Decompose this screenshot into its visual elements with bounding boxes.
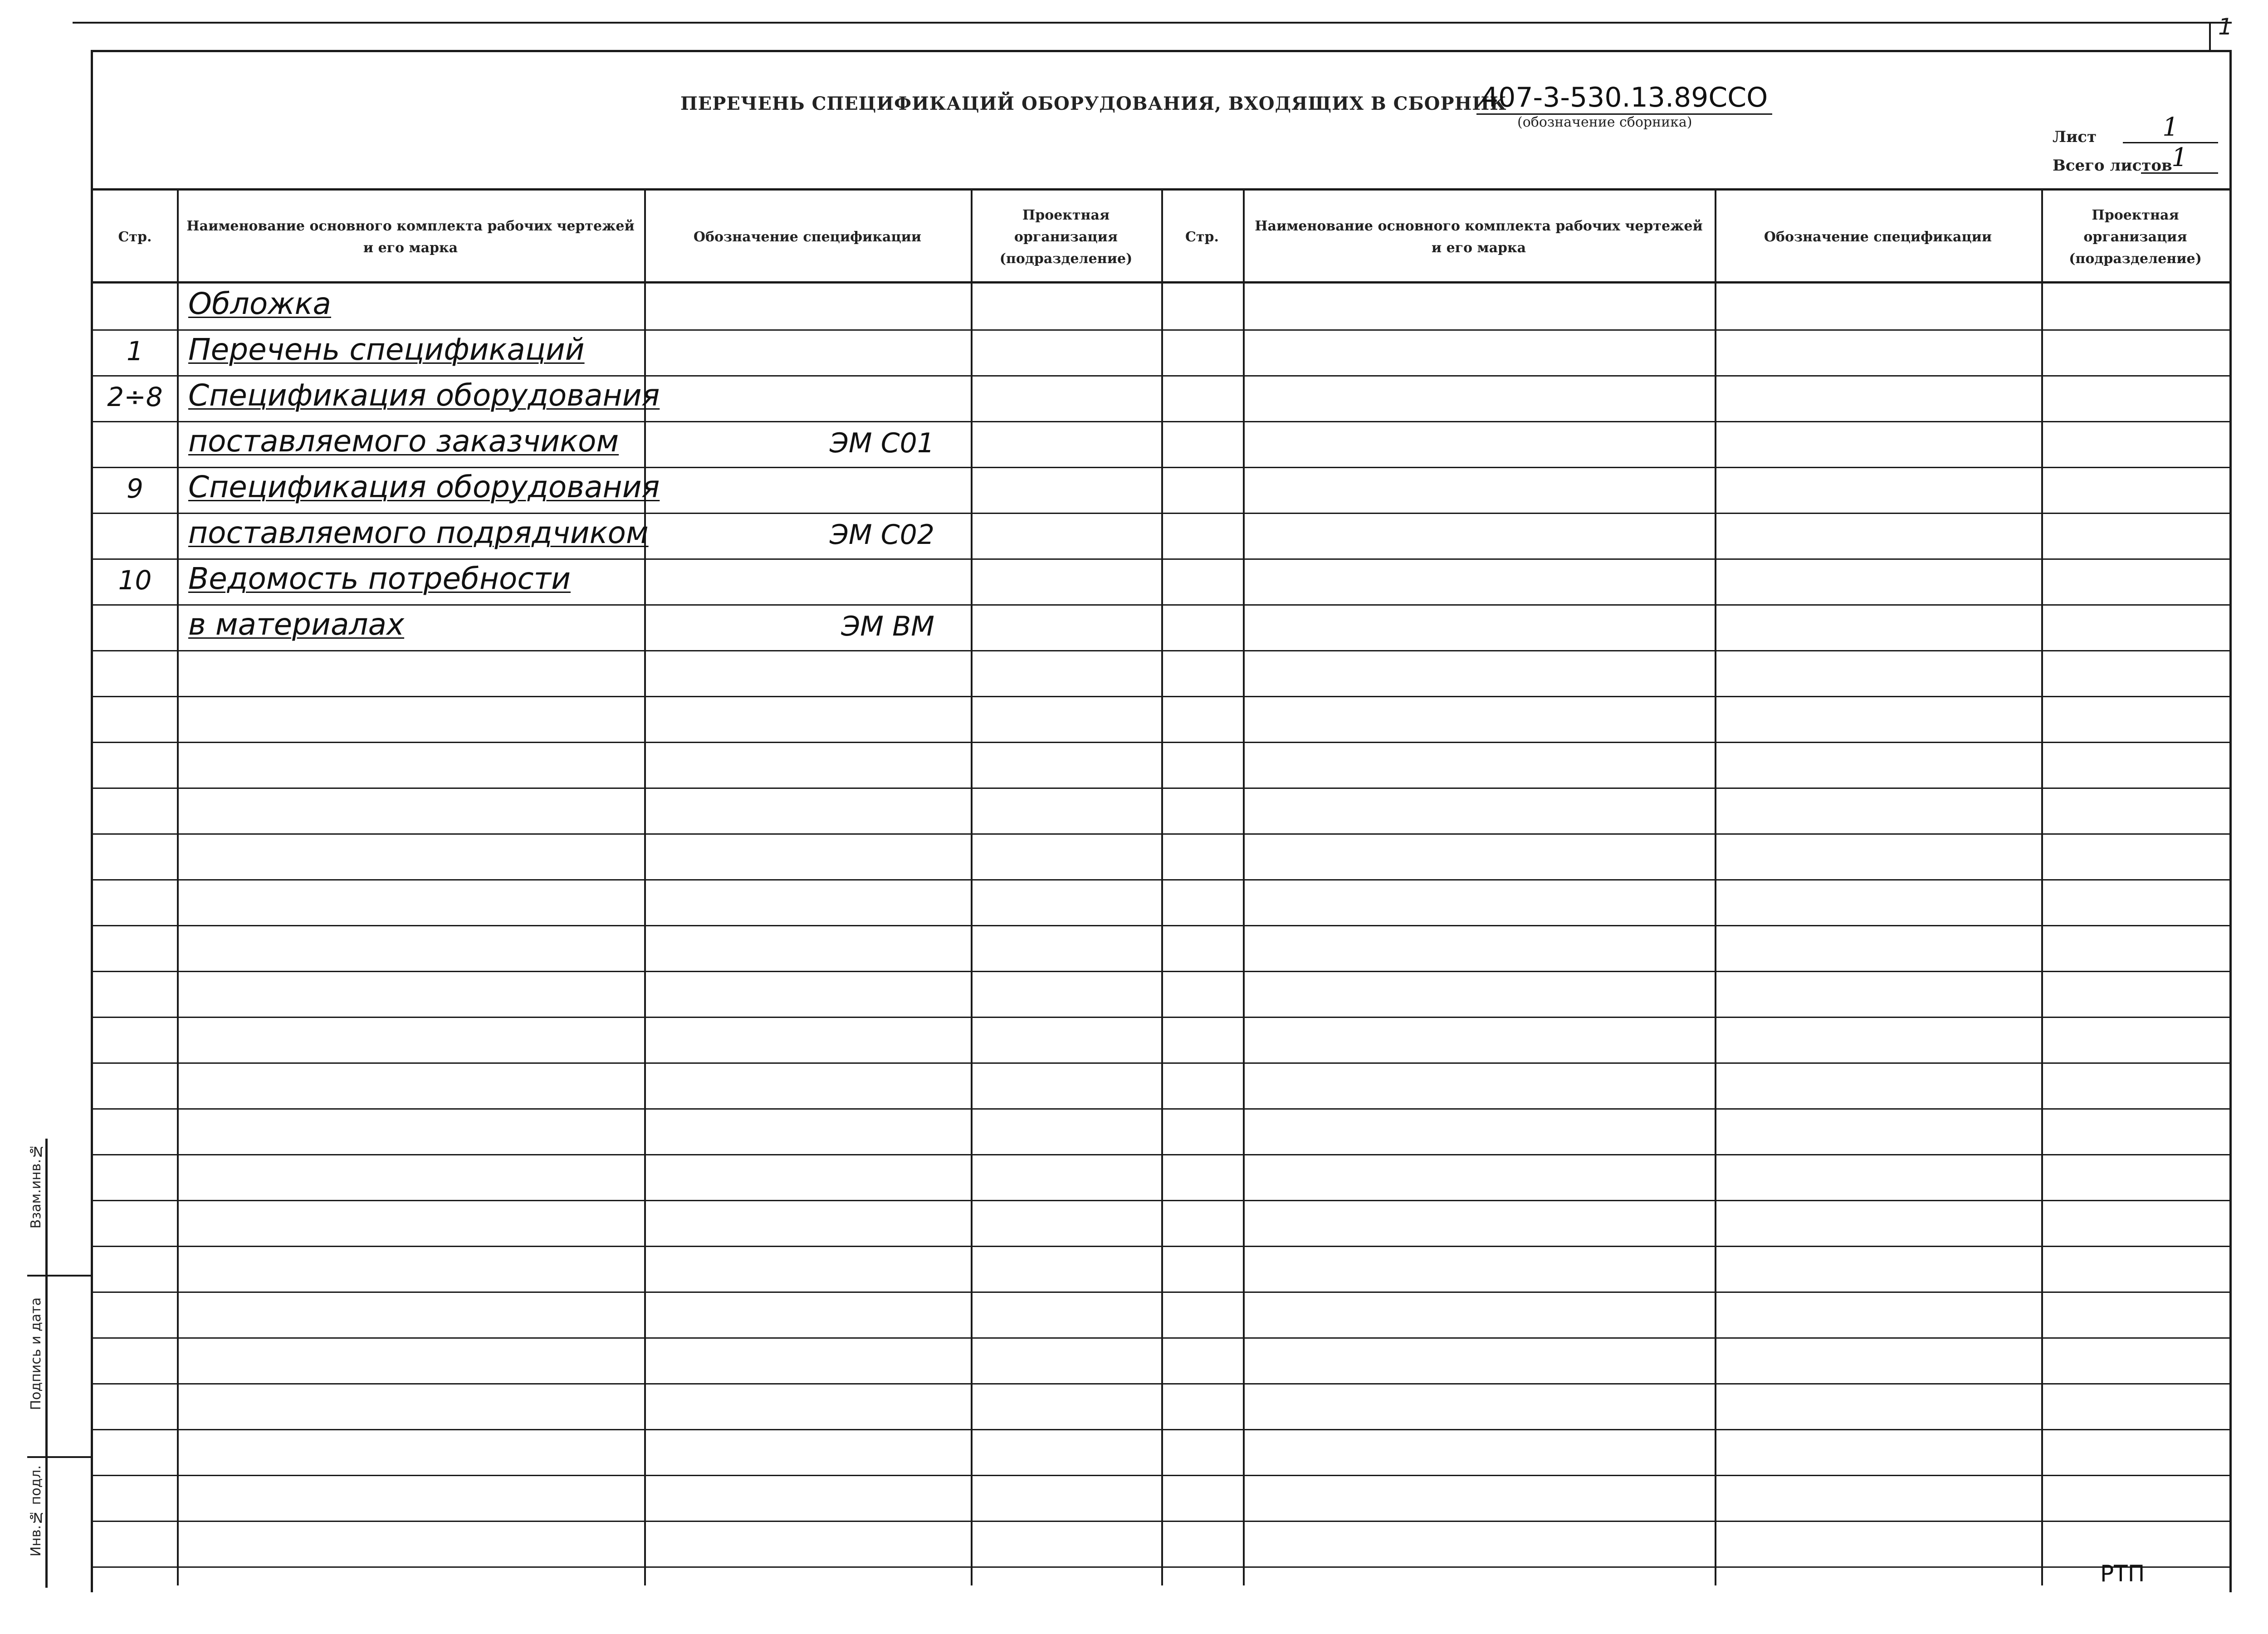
top-border-line (73, 22, 2232, 24)
side-stamp-line (45, 1139, 48, 1588)
row-line (91, 1566, 2232, 1568)
row-document-name: поставляемого подрядчиком (188, 515, 649, 550)
row-document-name: Обложка (188, 286, 331, 321)
row-line (91, 1108, 2232, 1110)
collection-code-caption: (обозначение сборника) (1517, 114, 1692, 130)
column-line (177, 188, 179, 1585)
side-stamp-inv-orig: Инв.№ подл. (28, 1465, 44, 1557)
row-line (91, 1200, 2232, 1201)
side-stamp-divider-2 (27, 1456, 91, 1458)
column-line (2041, 188, 2043, 1585)
side-stamp-divider-1 (27, 1275, 91, 1277)
row-line (91, 1154, 2232, 1155)
column-line (971, 188, 973, 1585)
document-title: ПЕРЕЧЕНЬ СПЕЦИФИКАЦИЙ ОБОРУДОВАНИЯ, ВХОДЯЩИХ В СБОРНИК (680, 93, 1507, 114)
header-designation: Обозначение спецификации (693, 229, 922, 245)
row-designation: ЭМ С02 (830, 519, 934, 551)
footer-mark: РТП (2100, 1561, 2145, 1587)
row-line (91, 1383, 2232, 1384)
row-page-number: 1 (127, 336, 143, 367)
header-name: Наименование основного комплекта рабочих чертежей и его марка (186, 218, 635, 256)
side-stamp-replaced-inv: Взам.инв.№ (28, 1143, 44, 1229)
row-line (91, 833, 2232, 835)
row-page-number: 9 (127, 473, 143, 504)
row-line (91, 421, 2232, 422)
row-designation: ЭМ С01 (830, 427, 934, 459)
sheets-total-value: 1 (2141, 143, 2218, 174)
row-document-name: поставляемого заказчиком (188, 424, 619, 459)
row-line (91, 1246, 2232, 1247)
row-line (91, 1337, 2232, 1339)
sheets-total-label: Всего листов (2053, 157, 2172, 175)
column-line (1161, 188, 1163, 1585)
row-page-number: 10 (118, 565, 152, 596)
row-line (91, 925, 2232, 926)
row-line (91, 879, 2232, 881)
row-line (91, 1475, 2232, 1476)
row-line (91, 375, 2232, 377)
corner-page-number: 1 (2218, 14, 2233, 40)
header-designation-right: Обозначение спецификации (1764, 229, 1992, 245)
row-line (91, 650, 2232, 651)
column-line (1715, 188, 1716, 1585)
row-line (91, 558, 2232, 560)
row-document-name: Спецификация оборудования (188, 470, 660, 504)
sheet-label: Лист (2053, 128, 2097, 146)
row-line (91, 513, 2232, 514)
row-line (91, 696, 2232, 697)
row-line (91, 467, 2232, 468)
row-line (91, 1292, 2232, 1293)
row-line (91, 1429, 2232, 1430)
row-line (91, 329, 2232, 331)
row-document-name: в материалах (188, 607, 405, 642)
row-document-name: Ведомость потребности (188, 561, 571, 596)
row-line (91, 971, 2232, 972)
row-page-number: 2÷8 (107, 382, 163, 412)
row-designation: ЭМ ВМ (841, 611, 934, 642)
row-line (91, 1521, 2232, 1522)
row-line (91, 604, 2232, 606)
header-organization-right: Проектная организация (подразделение) (2069, 207, 2202, 267)
header-name-right: Наименование основного комплекта рабочих чертежей и его марка (1255, 218, 1703, 256)
header-organization: Проектная организация (подразделение) (999, 207, 1133, 267)
header-page-right: Стр. (1185, 229, 1219, 245)
row-document-name: Перечень спецификаций (188, 332, 585, 367)
column-line (1243, 188, 1245, 1585)
row-line (91, 742, 2232, 743)
row-document-name: Спецификация оборудования (188, 378, 660, 413)
row-line (91, 1062, 2232, 1064)
collection-code: 407-3-530.13.89ССО (1476, 82, 1772, 115)
corner-box-left (2209, 22, 2211, 50)
row-line (91, 1017, 2232, 1018)
header-page: Стр. (118, 229, 152, 245)
sheet-value: 1 (2123, 113, 2218, 143)
side-stamp-signature-date: Подпись и дата (28, 1297, 44, 1410)
row-line (91, 788, 2232, 789)
